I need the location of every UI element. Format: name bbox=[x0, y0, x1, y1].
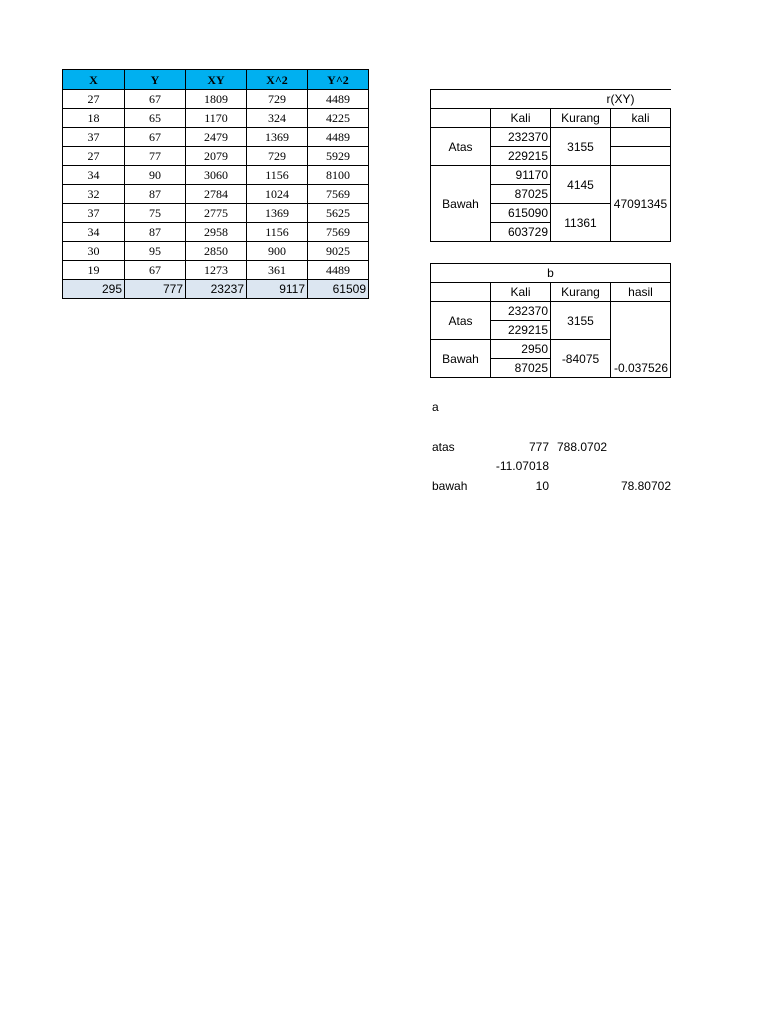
rxy-bawah-val-4[interactable]: 603729 bbox=[491, 223, 551, 242]
cell-y-squared[interactable]: 9025 bbox=[308, 242, 369, 261]
b-hasil[interactable]: -0.037526 bbox=[611, 302, 671, 378]
rxy-atas-val-2[interactable]: 229215 bbox=[491, 147, 551, 166]
table-row bbox=[63, 261, 369, 280]
table-row bbox=[63, 128, 369, 147]
b-atas-val-1[interactable]: 232370 bbox=[491, 302, 551, 321]
rxy-bawah-kurang-1[interactable]: 4145 bbox=[551, 166, 611, 204]
cell-y-squared[interactable]: 8100 bbox=[308, 166, 369, 185]
rxy-bawah-kurang-2[interactable]: 11361 bbox=[551, 204, 611, 242]
rxy-table bbox=[430, 89, 671, 242]
cell-y[interactable]: 67 bbox=[125, 261, 186, 280]
cell-y-squared[interactable]: 5929 bbox=[308, 147, 369, 166]
b-atas-kurang[interactable]: 3155 bbox=[551, 302, 611, 340]
cell-y[interactable]: 87 bbox=[125, 223, 186, 242]
cell-y-squared[interactable]: 4489 bbox=[308, 90, 369, 109]
table-row bbox=[63, 90, 369, 109]
cell-x-squared[interactable]: 900 bbox=[247, 242, 308, 261]
cell-x[interactable]: 19 bbox=[63, 261, 125, 280]
header-y-squared[interactable]: Y^2 bbox=[308, 70, 369, 90]
table-row bbox=[63, 204, 369, 223]
cell-x[interactable]: 32 bbox=[63, 185, 125, 204]
cell-y[interactable]: 77 bbox=[125, 147, 186, 166]
b-atas-val-2[interactable]: 229215 bbox=[491, 321, 551, 340]
cell-xy[interactable]: 2784 bbox=[186, 185, 247, 204]
a-atas-label[interactable]: atas bbox=[432, 440, 455, 454]
rxy-title[interactable]: r(XY) bbox=[431, 90, 671, 109]
cell-x-squared[interactable]: 1369 bbox=[247, 128, 308, 147]
b-atas-label[interactable]: Atas bbox=[431, 302, 491, 340]
table-row bbox=[63, 147, 369, 166]
data-table bbox=[62, 69, 369, 299]
table-row bbox=[63, 166, 369, 185]
cell-xy[interactable]: 1170 bbox=[186, 109, 247, 128]
rxy-atas-kali-1[interactable] bbox=[611, 128, 671, 147]
cell-x[interactable]: 30 bbox=[63, 242, 125, 261]
rxy-bawah-kali[interactable]: 47091345 bbox=[611, 166, 671, 242]
cell-xy[interactable]: 2775 bbox=[186, 204, 247, 223]
cell-xy[interactable]: 2850 bbox=[186, 242, 247, 261]
cell-x-squared[interactable]: 729 bbox=[247, 147, 308, 166]
b-bawah-val-2[interactable]: 87025 bbox=[491, 359, 551, 378]
cell-y-squared[interactable]: 4225 bbox=[308, 109, 369, 128]
table-row bbox=[63, 185, 369, 204]
cell-y-squared[interactable]: 7569 bbox=[308, 185, 369, 204]
b-table bbox=[430, 263, 671, 378]
rxy-col-kali[interactable]: Kali bbox=[491, 109, 551, 128]
cell-y-squared[interactable]: 7569 bbox=[308, 223, 369, 242]
totals-row bbox=[63, 280, 369, 299]
header-x[interactable]: X bbox=[63, 70, 125, 90]
cell-x[interactable]: 27 bbox=[63, 90, 125, 109]
rxy-atas-kali-2[interactable] bbox=[611, 147, 671, 166]
cell-xy[interactable]: 2958 bbox=[186, 223, 247, 242]
a-bawah-val[interactable]: 10 bbox=[535, 479, 549, 493]
a-atas-val-1[interactable]: 777 bbox=[528, 440, 549, 454]
cell-x-squared[interactable]: 1156 bbox=[247, 223, 308, 242]
b-col-kali[interactable]: Kali bbox=[491, 283, 551, 302]
table-row bbox=[63, 223, 369, 242]
cell-x[interactable]: 34 bbox=[63, 223, 125, 242]
a-mid-val[interactable]: -11.07018 bbox=[495, 459, 549, 473]
cell-x-squared[interactable]: 361 bbox=[247, 261, 308, 280]
cell-x-squared[interactable]: 1369 bbox=[247, 204, 308, 223]
cell-y-squared[interactable]: 4489 bbox=[308, 128, 369, 147]
cell-x[interactable]: 27 bbox=[63, 147, 125, 166]
b-title[interactable]: b bbox=[431, 264, 671, 283]
rxy-col-kurang[interactable]: Kurang bbox=[551, 109, 611, 128]
cell-x-squared[interactable]: 324 bbox=[247, 109, 308, 128]
table-row bbox=[63, 242, 369, 261]
cell-x[interactable]: 34 bbox=[63, 166, 125, 185]
cell-xy[interactable]: 2479 bbox=[186, 128, 247, 147]
rxy-bawah-label[interactable]: Bawah bbox=[431, 166, 491, 242]
total-x[interactable]: 295 bbox=[63, 280, 125, 299]
rxy-atas-kurang[interactable]: 3155 bbox=[551, 128, 611, 166]
cell-y[interactable]: 67 bbox=[125, 128, 186, 147]
header-x-squared[interactable]: X^2 bbox=[247, 70, 308, 90]
cell-y[interactable]: 67 bbox=[125, 90, 186, 109]
cell-x[interactable]: 37 bbox=[63, 204, 125, 223]
rxy-atas-label[interactable]: Atas bbox=[431, 128, 491, 166]
a-label[interactable]: a bbox=[432, 400, 439, 414]
cell-y[interactable]: 90 bbox=[125, 166, 186, 185]
total-x-squared[interactable]: 9117 bbox=[247, 280, 308, 299]
rxy-bawah-val-2[interactable]: 87025 bbox=[491, 185, 551, 204]
rxy-bawah-val-3[interactable]: 615090 bbox=[491, 204, 551, 223]
b-bawah-val-1[interactable]: 2950 bbox=[491, 340, 551, 359]
b-col-hasil[interactable]: hasil bbox=[611, 283, 671, 302]
cell-x-squared[interactable]: 1156 bbox=[247, 166, 308, 185]
cell-y-squared[interactable]: 4489 bbox=[308, 261, 369, 280]
rxy-bawah-val-1[interactable]: 91170 bbox=[491, 166, 551, 185]
header-y[interactable]: Y bbox=[125, 70, 186, 90]
cell-x-squared[interactable]: 729 bbox=[247, 90, 308, 109]
cell-xy[interactable]: 3060 bbox=[186, 166, 247, 185]
total-y[interactable]: 777 bbox=[125, 280, 186, 299]
a-atas-val-2[interactable]: 788.0702 bbox=[557, 440, 608, 454]
rxy-blank-header[interactable] bbox=[431, 109, 491, 128]
b-bawah-label[interactable]: Bawah bbox=[431, 340, 491, 378]
b-bawah-kurang[interactable]: -84075 bbox=[551, 340, 611, 378]
total-xy[interactable]: 23237 bbox=[186, 280, 247, 299]
cell-y[interactable]: 75 bbox=[125, 204, 186, 223]
cell-y[interactable]: 65 bbox=[125, 109, 186, 128]
cell-xy[interactable]: 2079 bbox=[186, 147, 247, 166]
rxy-col-kali2[interactable]: kali bbox=[611, 109, 671, 128]
cell-y-squared[interactable]: 5625 bbox=[308, 204, 369, 223]
header-row bbox=[63, 70, 369, 90]
cell-y[interactable]: 87 bbox=[125, 185, 186, 204]
b-col-kurang[interactable]: Kurang bbox=[551, 283, 611, 302]
table-row bbox=[63, 109, 369, 128]
cell-x[interactable]: 37 bbox=[63, 128, 125, 147]
a-result[interactable]: 78.80702 bbox=[620, 479, 671, 493]
header-xy[interactable]: XY bbox=[186, 70, 247, 90]
total-y-squared[interactable]: 61509 bbox=[308, 280, 369, 299]
cell-xy[interactable]: 1809 bbox=[186, 90, 247, 109]
cell-x[interactable]: 18 bbox=[63, 109, 125, 128]
b-blank-header[interactable] bbox=[431, 283, 491, 302]
cell-x-squared[interactable]: 1024 bbox=[247, 185, 308, 204]
a-bawah-label[interactable]: bawah bbox=[432, 479, 468, 493]
rxy-atas-val-1[interactable]: 232370 bbox=[491, 128, 551, 147]
cell-y[interactable]: 95 bbox=[125, 242, 186, 261]
cell-xy[interactable]: 1273 bbox=[186, 261, 247, 280]
